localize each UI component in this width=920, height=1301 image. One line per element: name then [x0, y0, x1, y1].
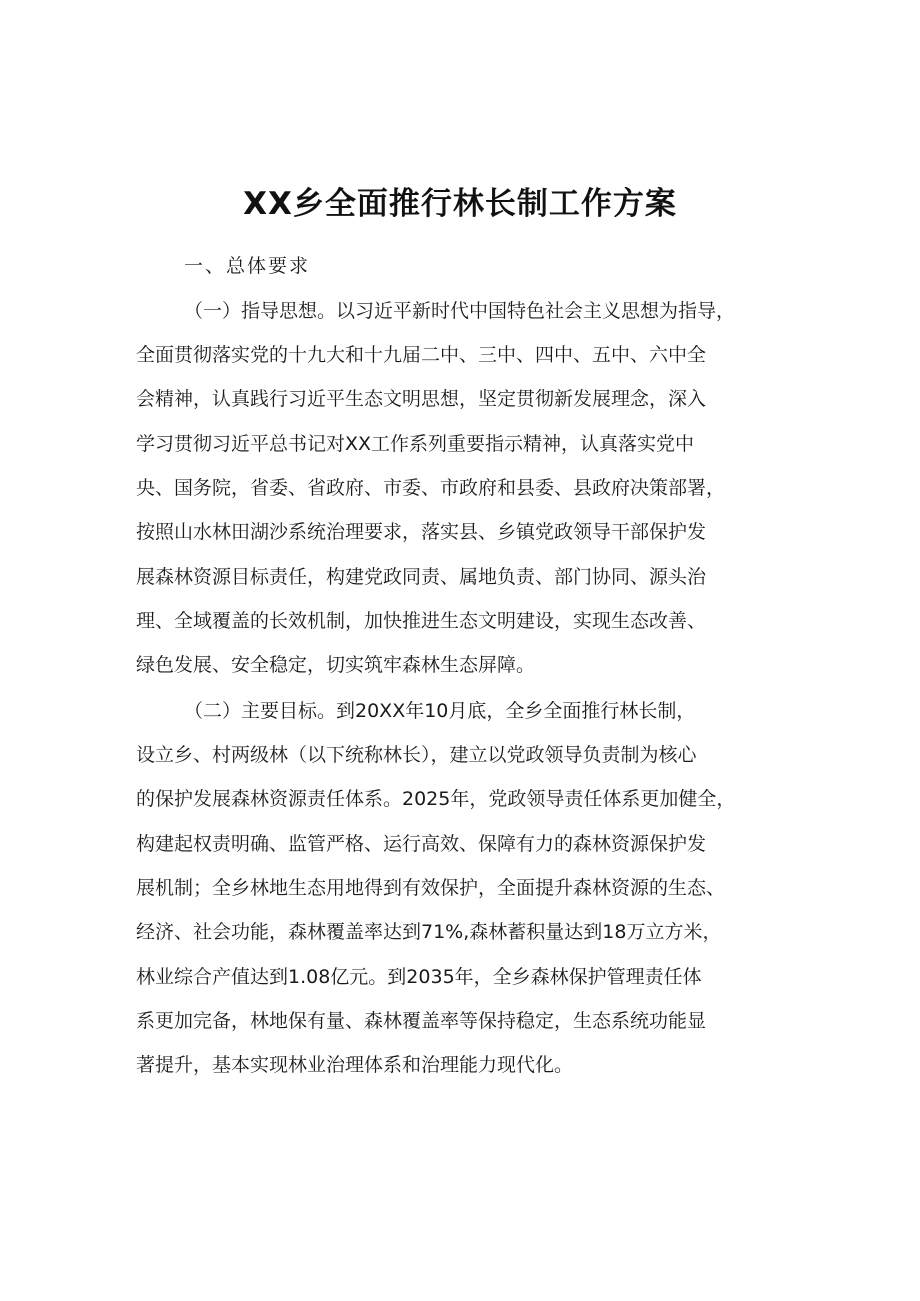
paragraph-line: 构建起权责明确、监管严格、运行高效、保障有力的森林资源保护发: [136, 833, 707, 855]
paragraph-line: 设立乡、村两级林（以下统称林长），建立以党政领导负责制为核心: [136, 744, 697, 766]
paragraph-line: （二）主要目标。到20XX年10月底，全乡全面推行林长制，: [184, 700, 696, 722]
section-heading: 一、总体要求: [184, 255, 311, 277]
paragraph-line: 会精神，认真践行习近平生态文明思想，坚定贯彻新发展理念，深入: [136, 388, 707, 410]
paragraph-line: 全面贯彻落实党的十九大和十九届二中、三中、四中、五中、六中全: [136, 344, 707, 366]
paragraph-line: 经济、社会功能，森林覆盖率达到71%,森林蓄积量达到18万立方米，: [136, 921, 722, 943]
document-title: XX乡全面推行林长制工作方案: [243, 186, 677, 222]
paragraph-line: 按照山水林田湖沙系统治理要求，落实县、乡镇党政领导干部保护发: [136, 521, 707, 543]
paragraph-line: 的保护发展森林资源责任体系。2025年，党政领导责任体系更加健全，: [136, 788, 736, 810]
paragraph-line: 系更加完备，林地保有量、森林覆盖率等保持稳定，生态系统功能显: [136, 1010, 707, 1032]
paragraph-line: 绿色发展、安全稳定，切实筑牢森林生态屏障。: [136, 654, 536, 676]
paragraph-line: （一）指导思想。以习近平新时代中国特色社会主义思想为指导，: [184, 300, 736, 322]
paragraph-line: 展机制；全乡林地生态用地得到有效保护，全面提升森林资源的生态、: [136, 877, 726, 899]
paragraph-line: 学习贯彻习近平总书记对XX工作系列重要指示精神，认真落实党中: [136, 433, 695, 455]
paragraph-line: 著提升，基本实现林业治理体系和治理能力现代化。: [136, 1054, 574, 1076]
paragraph-line: 央、国务院，省委、省政府、市委、市政府和县委、县政府决策部署，: [136, 477, 726, 499]
paragraph-line: 理、全域覆盖的长效机制，加快推进生态文明建设，实现生态改善、: [136, 610, 707, 632]
paragraph-line: 林业综合产值达到1.08亿元。到2035年，全乡森林保护管理责任体: [136, 966, 702, 988]
paragraph-line: 展森林资源目标责任，构建党政同责、属地负责、部门协同、源头治: [136, 566, 707, 588]
